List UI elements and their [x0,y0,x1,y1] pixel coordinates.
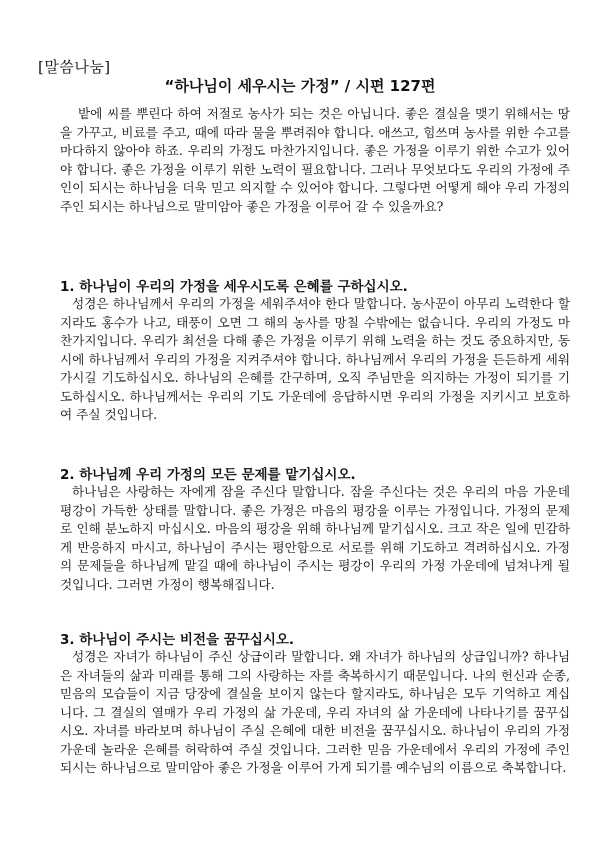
section-heading-1: 1. 하나님이 우리의 가정을 세우시도록 은혜를 구하십시오. [60,279,408,295]
section-body-3: 성경은 자녀가 하나님이 주신 상급이라 말합니다. 왜 자녀가 하나님의 상급입니까? 하나님은 자녀들의 삶과 미래를 통해 그의 사랑하는 자를 축복하시기 때문입니다. 나의 헌신과 순종, 믿음의 모습들이 지금 당장에 결실을 보이지 않는다 할지라도, 하나님은 모두 기억하고 계십니다. 그 결실의 열매가 우리 가정의 삶 가운데, 우리 자녀의 삶 가운데에 나타나기를 꿈꾸십시오. 자녀를 바라보며 하나님이 주실 은혜에 대한 비전을 꿈꾸십시오. 하나님이 우리의 가정 가운데 놀라운 은혜를 허락하여 주실 것입니다. 그러한 믿음 가운데에서 우리의 가정에 주인 되시는 하나님으로 말미암아 좋은 가정을 이루어 가게 되기를 예수님의 이름으로 축복합니다. [60,649,570,775]
section-heading-3: 3. 하나님이 주시는 비전을 꿈꾸십시오. [60,632,295,648]
section-body-2: 하나님은 사랑하는 자에게 잠을 주신다 말합니다. 잠을 주신다는 것은 우리의 마음 가운데 평강이 가득한 상태를 말합니다. 좋은 가정은 마음의 평강을 이루는 가정입니다. 가정의 문제로 인해 분노하지 마십시오. 마음의 평강을 위해 하나님께 맡기십시오. 크고 작은 일에 민감하게 반응하지 마시고, 하나님이 주시는 평안함으로 서로를 위해 기도하고 격려하십시오. 가정의 문제들을 하나님께 맡길 때에 하나님이 주시는 평강이 우리의 가정 가운데에 넘쳐나게 될 것입니다. 그러면 가정이 행복해집니다. [60,484,570,592]
section-heading-2: 2. 하나님께 우리 가정의 모든 문제를 맡기십시오. [60,467,356,483]
section-tag: [말씀나눔] [38,58,111,76]
intro-paragraph: 밭에 씨를 뿌린다 하여 저절로 농사가 되는 것은 아닙니다. 좋은 결실을 맺기 위해서는 땅을 가꾸고, 비료를 주고, 때에 따라 물을 뿌려줘야 합니다. 애쓰고, 힘쓰며 농사를 위한 수고를 마다하지 않아야 하죠. 우리의 가정도 마찬가지입니다. 좋은 가정을 이루기 위한 수고가 있어야 합니다. 좋은 가정을 이루기 위한 노력이 필요합니다. 그러나 무엇보다도 우리의 가정에 주인이 되시는 하나님을 더욱 믿고 의지할 수 있어야 합니다. 그렇다면 어떻게 해야 우리 가정의 주인 되시는 하나님으로 말미암아 좋은 가정을 이루어 갈 수 있을까요? [60,106,570,214]
section-body-1: 성경은 하나님께서 우리의 가정을 세워주셔야 한다 말합니다. 농사꾼이 아무리 노력한다 할지라도 홍수가 나고, 태풍이 오면 그 해의 농사를 망칠 수밖에는 없습니다. 우리의 가정도 마찬가지입니다. 우리가 최선을 다해 좋은 가정을 이루기 위해 노력을 하는 것도 중요하지만, 동시에 하나님께서 우리의 가정을 지켜주셔야 합니다. 하나님께서 우리의 가정을 든든하게 세워가시길 기도하십시오. 하나님의 은혜를 간구하며, 오직 주님만을 의지하는 가정이 되기를 기도하십시오. 하나님께서는 우리의 기도 가운데에 응답하시면 우리의 가정을 지키시고 보호하여 주실 것입니다. [60,296,570,422]
page-title: “하나님이 세우시는 가정” / 시편 127편 [164,77,436,95]
